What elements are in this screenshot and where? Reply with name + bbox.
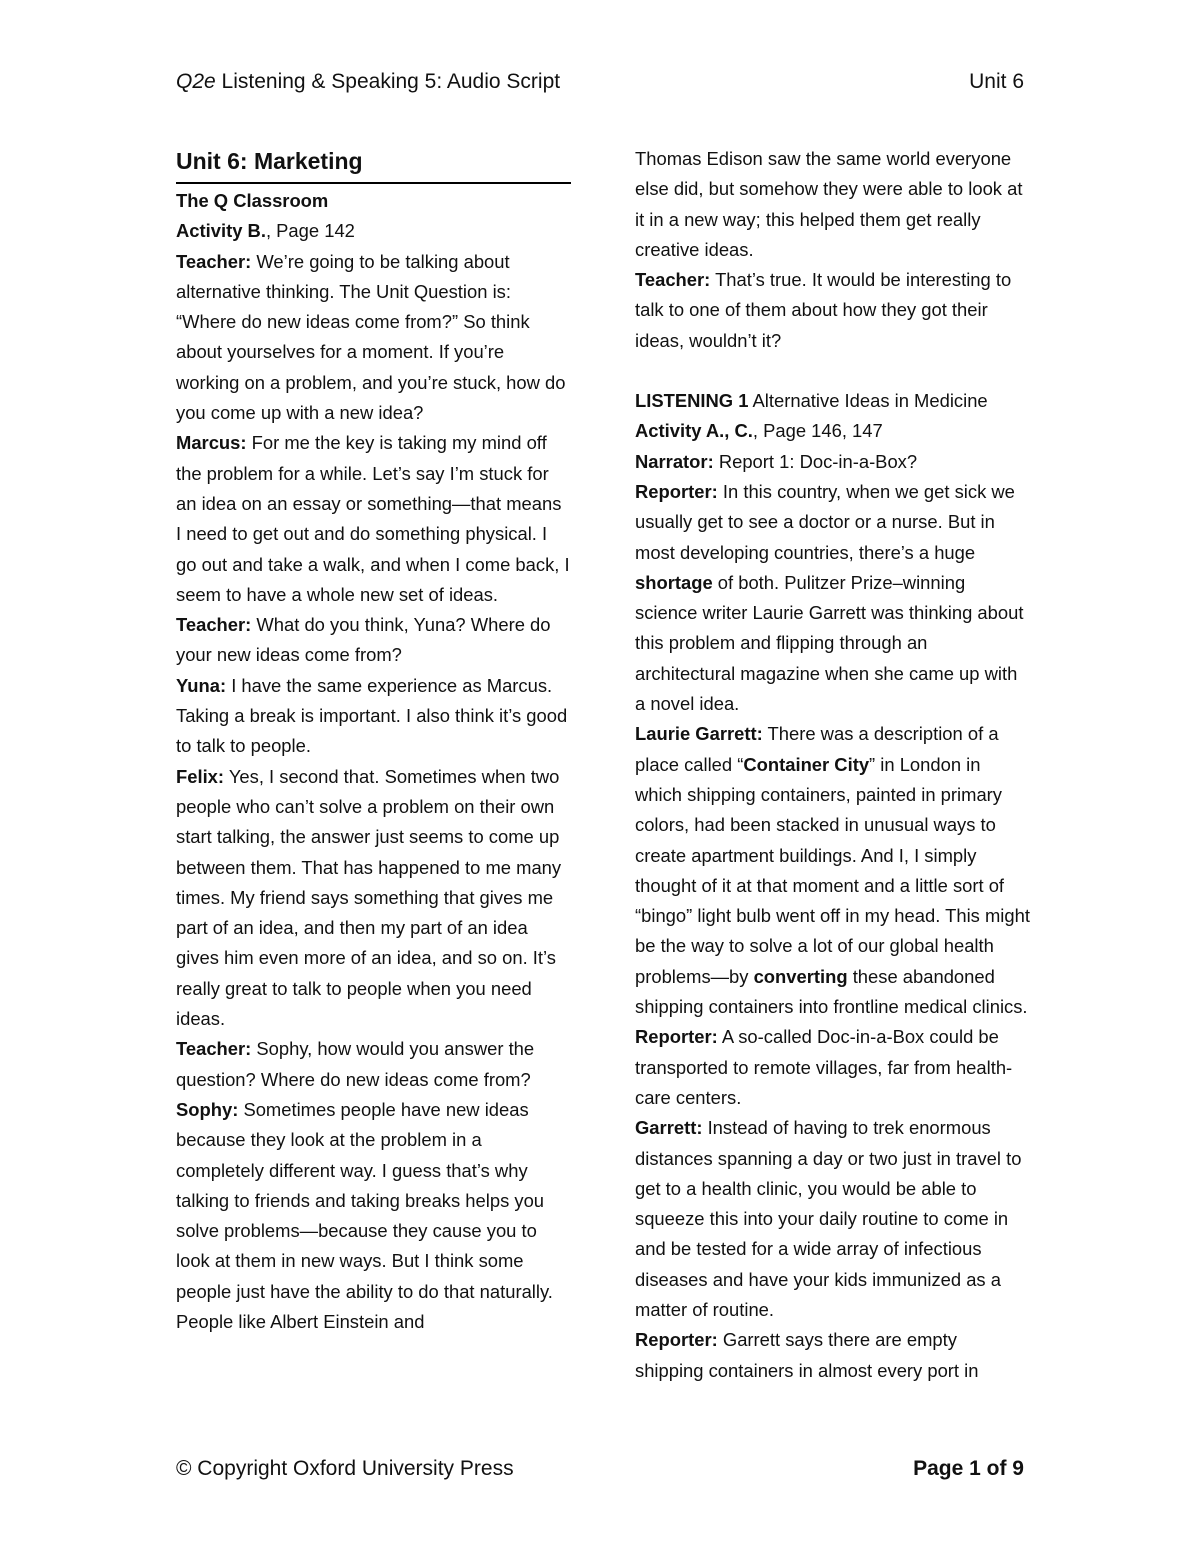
dialogue-line (635, 719, 1030, 1022)
speaker: Teacher: (176, 250, 252, 272)
dialogue-line (176, 762, 571, 1035)
listening-heading (635, 386, 1030, 416)
page-footer (176, 1457, 1024, 1481)
dialogue-text: I have the same experience as Marcus. Taking a break is important. I also think it’s good to talk to people. (176, 674, 568, 757)
speaker: Felix: (176, 765, 225, 787)
dialogue-line (635, 477, 1030, 719)
dialogue-text: There was a description of a place called “ (635, 723, 999, 775)
document-title-italic: Q2e (176, 70, 216, 93)
speaker: Sophy: (176, 1098, 239, 1120)
dialogue-line (635, 447, 1030, 477)
document-title-rest: Listening & Speaking 5: Audio Script (215, 70, 561, 93)
speaker: Yuna: (176, 674, 227, 696)
dialogue-text: That’s true. It would be interesting to talk to one of them about how they got their ideas, wouldn’t it? (635, 269, 1012, 351)
header-unit: Unit 6 (969, 70, 1024, 93)
paragraph-spacer (635, 356, 1030, 386)
speaker: Teacher: (635, 269, 711, 291)
dialogue-text: In this country, when we get sick we usually get to see a doctor or a nurse. But in most developing countries, there’s a huge (635, 480, 1015, 563)
dialogue-line (176, 1095, 571, 1337)
dialogue-line (176, 428, 571, 610)
section-heading: The Q Classroom (176, 190, 329, 211)
continued-text: Thomas Edison saw the same world everyone else did, but somehow they were able to look at it in a new way; this helped them get really creative ideas. (635, 148, 1023, 260)
activity-label: Activity B. (176, 220, 266, 242)
listening-title: Alternative Ideas in Medicine (748, 390, 988, 412)
speaker: Marcus: (176, 432, 247, 454)
activity-page: , Page 142 (265, 220, 355, 242)
dialogue-line (635, 1113, 1030, 1325)
activity-page: , Page 146, 147 (752, 420, 883, 442)
activity-label: Activity A., C. (635, 420, 753, 442)
copyright: © Copyright Oxford University Press (176, 1457, 514, 1480)
dialogue-line (635, 265, 1030, 356)
speaker: Reporter: (635, 480, 718, 502)
unit-title: Unit 6: Marketing (176, 144, 571, 184)
dialogue-line (635, 1325, 1030, 1386)
page-header (176, 70, 1024, 94)
dialogue-text: For me the key is taking my mind off the problem for a while. Let’s say I’m stuck for an idea on an essay or something—that means I need to get out and do something physical. I go out and take a walk, and when I come back, I seem to have a whole new set of ideas. (176, 432, 570, 605)
right-column (635, 144, 1030, 1386)
activity-line (176, 216, 571, 246)
dialogue-text: Instead of having to trek enormous distances spanning a day or two just in travel to get to a health clinic, you would be able to squeeze this into your daily routine to come in and be tested for a wide array of infectious diseases and have your kids immunized as a matter of routine. (635, 1117, 1022, 1320)
activity-line (635, 416, 1030, 446)
speaker: Laurie Garrett: (635, 723, 763, 745)
vocab-word: shortage (635, 571, 713, 593)
vocab-word: converting (753, 965, 848, 987)
dialogue-text: these abandoned shipping containers into frontline medical clinics. (635, 965, 1028, 1018)
dialogue-line (176, 671, 571, 762)
dialogue-line (176, 610, 571, 671)
listening-label: LISTENING 1 (635, 390, 749, 412)
dialogue-text: Report 1: Doc-in-a-Box? (713, 450, 918, 472)
dialogue-text: Sophy, how would you answer the question? Where do new ideas come from? (176, 1038, 535, 1090)
vocab-word: Container City (743, 753, 870, 775)
speaker: Teacher: (176, 1038, 252, 1060)
document-title (176, 70, 560, 94)
speaker: Reporter: (635, 1329, 718, 1351)
dialogue-text: Garrett says there are empty shipping containers in almost every port in (635, 1329, 979, 1381)
dialogue-text: Sometimes people have new ideas because they look at the problem in a completely different way. I guess that’s why talking to friends and taking breaks helps you solve problems—because they cause you to look at them in new ways. But I think some people just have the ability to do that naturally. People like Albert Einstein and (176, 1098, 553, 1332)
speaker: Narrator: (635, 450, 714, 472)
speaker: Teacher: (176, 614, 252, 636)
speaker: Reporter: (635, 1026, 718, 1048)
dialogue-text: What do you think, Yuna? Where do your new ideas come from? (176, 614, 551, 666)
dialogue-line (176, 247, 571, 429)
dialogue-text: Yes, I second that. Sometimes when two people who can’t solve a problem on their own start talking, the answer just seems to come up between them. That has happened to me many times. My friend says something that gives me part of an idea, and then my part of an idea gives him even more of an idea, and so on. It’s really great to talk to people when you need ideas. (176, 765, 562, 1030)
page-number: Page 1 of 9 (913, 1457, 1024, 1480)
dialogue-text: We’re going to be talking about alternative thinking. The Unit Question is: “Where do new ideas come from?” So think about yourselves for a moment. If you’re working on a problem, and you’re stuck, how do you come up with a new idea? (176, 250, 566, 424)
dialogue-line (635, 1022, 1030, 1113)
dialogue-text: A so-called Doc-in-a-Box could be transported to remote villages, far from health-care centers. (635, 1026, 1013, 1108)
dialogue-text: ” in London in which shipping containers, painted in primary colors, had been stacked in unusual ways to create apartment buildings. And I, I simply thought of it at that moment and a little sort of “bingo” light bulb went off in my head. This might be the way to solve a lot of our global health problems—by (635, 753, 1030, 987)
left-column (176, 144, 571, 1337)
speaker: Garrett: (635, 1117, 703, 1139)
dialogue-text: of both. Pulitzer Prize–winning science writer Laurie Garrett was thinking about this problem and flipping through an architectural magazine when she came up with a novel idea. (635, 571, 1024, 715)
dialogue-line (176, 1034, 571, 1095)
